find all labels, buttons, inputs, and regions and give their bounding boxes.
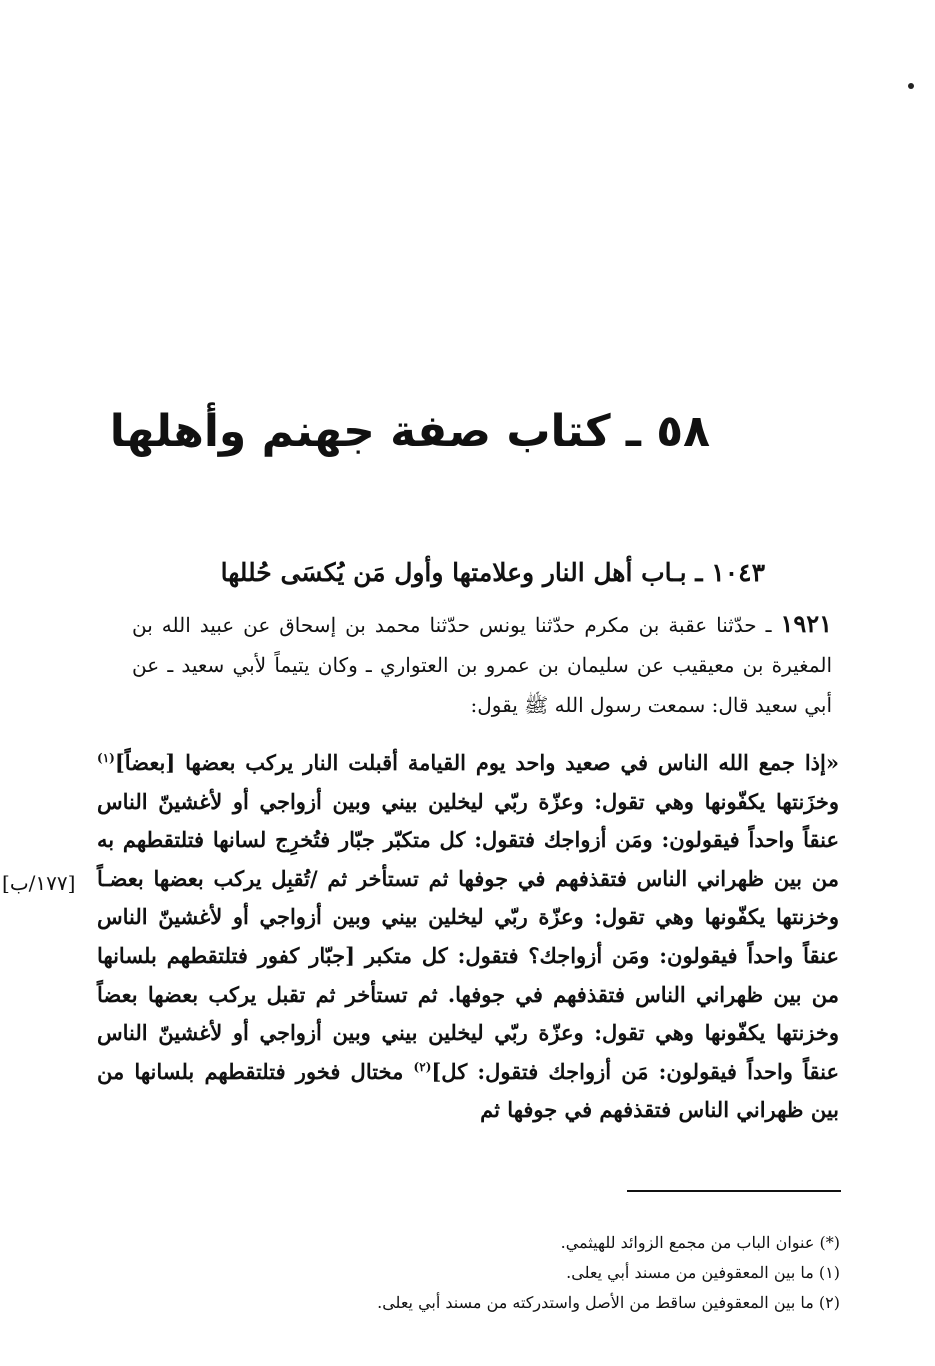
hadith-text (97, 744, 839, 1130)
isnad-text: ـ حدّثنا عقبة بن مكرم حدّثنا يونس حدّثنا محمد بن إسحاق عن عبيد الله بن المغيرة بن معيقيب عن سليمان بن عمرو بن العتواري ـ وكان يتيماً لأبي سعيد ـ عن أبي سعيد قال: سمعت رسول الله ﷺ يقول: (132, 613, 832, 717)
folio-reference: [١٧٧/ب] (2, 871, 76, 895)
hadith-part-2: وخزَنتها يكفّونها وهي تقول: وعزّة ربّي ليخلين بيني وبين أزواجي أو لأغشينّ الناس عنقاً واحداً فيقولون: ومَن أزواجك فتقول: كل متكبّر جبّار فتُخرِج لسانها فتلتقطهم به من بين ظهراني الناس فتقذفهم في جوفها ثم تستأخر ثم /تُقبِل يركب بعضها بعضـاً وخزنتها يكفّونها وهي تقول: وعزّة ربّي ليخلين بيني وبين أزواجي أو لأغشينّ الناس عنقاً واحداً فيقولون: ومَن أزواجك؟ فتقول: كل متكبر [جبّار كفور فتلتقطهم بلسانها من بين ظهراني الناس فتقذفهم في جوفها. ثم تستأخر ثم تقبل يركب بعضها بعضاً وخزنتها يكفّونها وهي تقول: وعزّة ربّي ليخلين بيني وبين أزواجي أو لأغشينّ الناس عنقاً واحداً فيقولون: مَن أزواجك فتقول: كل] (97, 788, 839, 1084)
page-speck (908, 83, 914, 89)
book-title: ٥٨ ـ كتاب صفة جهنم وأهلها (109, 406, 710, 457)
footnote-marker-1: (١) (97, 751, 115, 765)
hadith-part-3: مختال فخور فتلتقطهم بلسانها من بين ظهراني الناس فتقذفهم في جوفها ثم (97, 1058, 839, 1123)
chapter-heading: ١٠٤٣ ـ بـاب أهل النار وعلامتها وأول مَن يُكسَى حُللها (220, 558, 765, 587)
footnote-divider (627, 1190, 841, 1192)
isnad-paragraph (132, 604, 832, 725)
hadith-part-1: «إذا جمع الله الناس في صعيد واحد يوم القيامة أقبلت النار يركب بعضها [بعضاً] (114, 750, 839, 775)
footnotes (140, 1228, 840, 1318)
footnote-2: (٢) ما بين المعقوفين ساقط من الأصل واستدركته من مسند أبي يعلى. (377, 1293, 840, 1312)
footnote-star: (*) عنوان الباب من مجمع الزوائد للهيثمي. (560, 1233, 840, 1252)
footnote-marker-2: (٢) (413, 1059, 432, 1074)
hadith-number: ١٩٢١ (780, 609, 833, 638)
footnote-1: (١) ما بين المعقوفين من مسند أبي يعلى. (566, 1263, 840, 1282)
